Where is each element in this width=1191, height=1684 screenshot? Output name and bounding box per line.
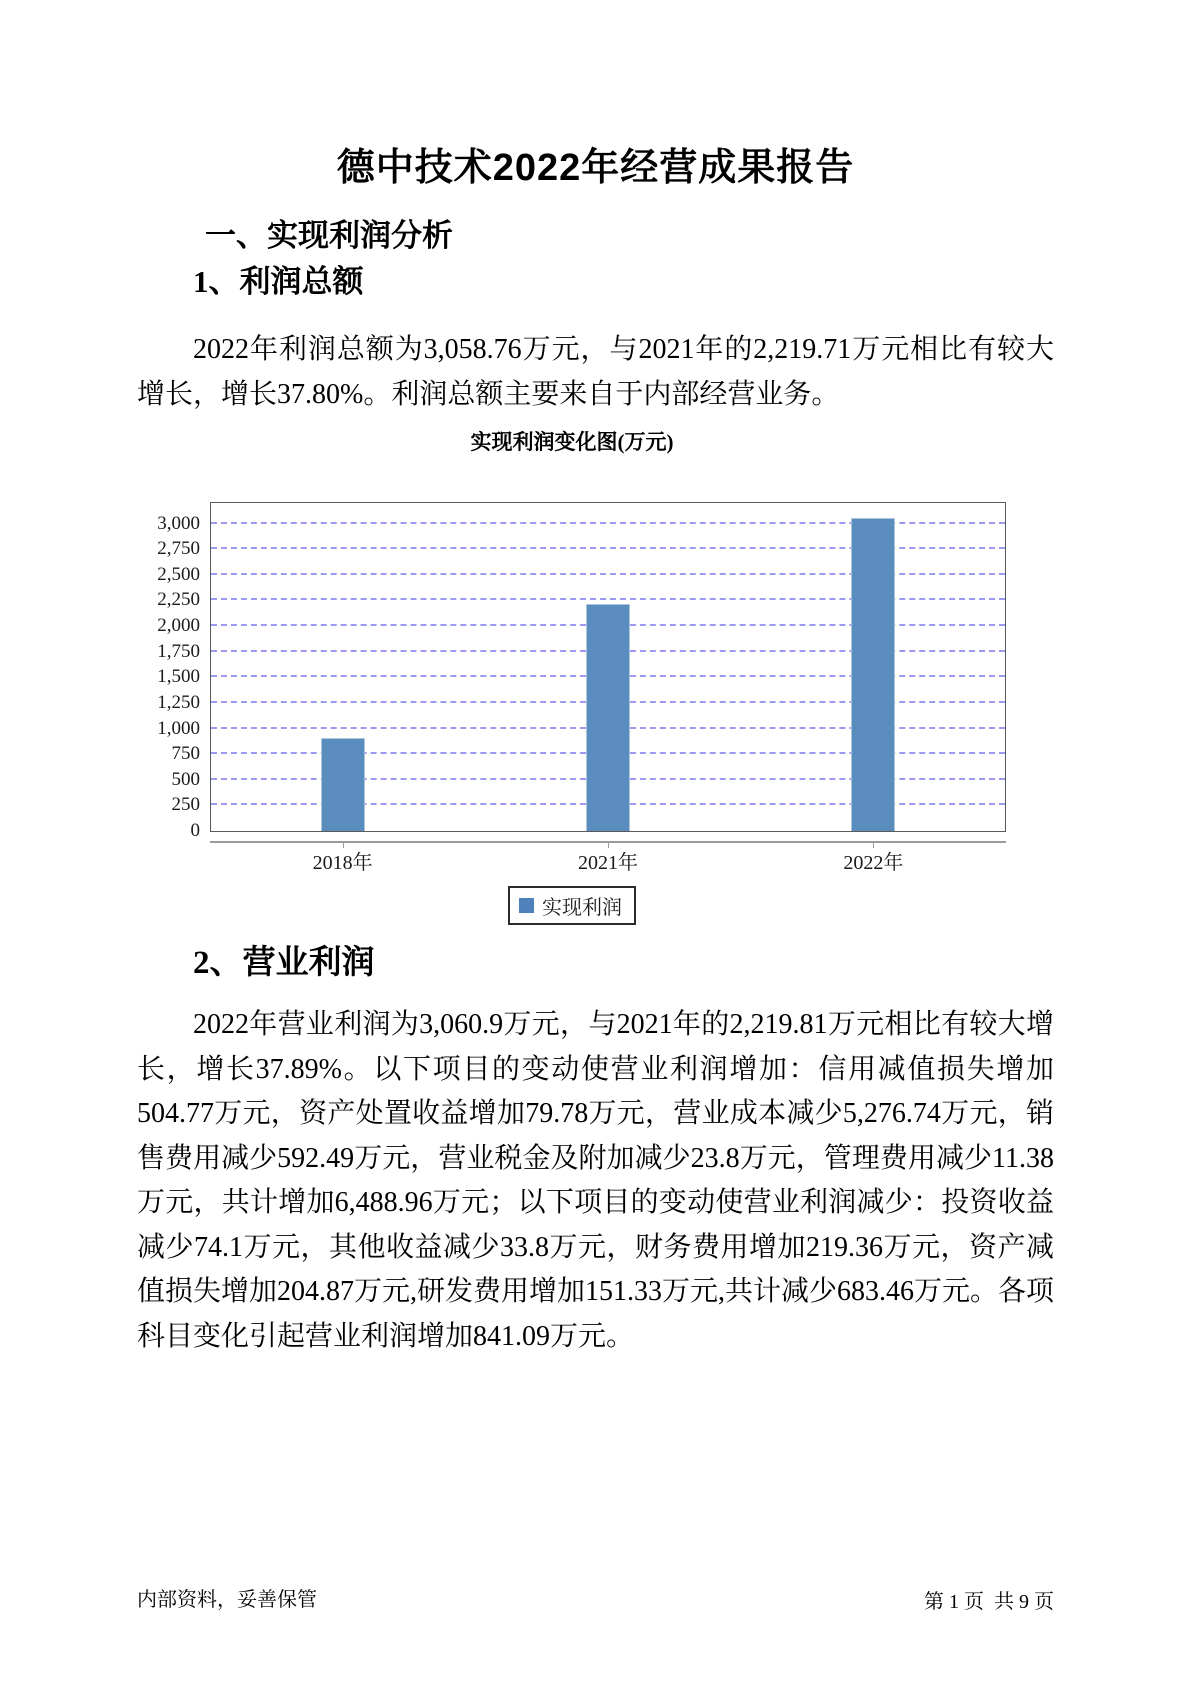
x-axis-line [210,841,1006,843]
bar-2021年 [586,604,630,831]
x-axis-tick-labels [210,846,1006,875]
y-tick-label-500: 500 [171,768,200,790]
section-heading-profit-analysis: 一、实现利润分析 [205,218,453,253]
y-tick-label-750: 750 [171,743,200,765]
y-tick-label-1750: 1,750 [157,640,200,662]
chart-title: 实现利润变化图(万元) [470,430,674,454]
legend-swatch-icon [519,898,534,913]
plot-area [210,502,1006,832]
x-tick-label-2018年: 2018年 [312,852,373,874]
y-tick-label-2500: 2,500 [157,563,200,585]
chart-legend [138,886,1006,925]
y-axis-tick-labels [138,502,210,841]
y-tick-label-0: 0 [190,820,200,841]
legend-series-label: 实现利润 [542,897,622,919]
y-tick-label-1000: 1,000 [157,717,200,739]
chart-plot-row [138,502,1006,841]
y-tick-label-1250: 1,250 [157,691,200,713]
bar-2022年 [851,518,895,831]
y-tick-label-2000: 2,000 [157,615,200,637]
x-tick-label-2021年: 2021年 [577,852,638,874]
x-tick-2022年 [873,843,874,848]
profit-bar-chart [138,420,1006,925]
x-tick-2018年 [343,843,344,848]
page-title: 德中技术2022年经营成果报告 [336,147,855,189]
y-tick-label-250: 250 [171,794,200,816]
y-tick-label-2750: 2,750 [157,538,200,560]
paragraph-operating-profit: 2022年营业利润为3,060.9万元，与2021年的2,219.81万元相比有较大增长，增长37.89%。以下项目的变动使营业利润增加：信用减值损失增加504.77万元，资产处置收益增加79.78万元，营业成本减少5,276.74万元，销售费用减少592.49万元，营业税金及附加减少23.8万元，管理费用减少11.38万元，共计增加6,488.96万元；以下项目的变动使营业利润减少：投资收益减少74.1万元，其他收益减少33.8万元，财务费用增加219.36万元，资产减值损失增加204.87万元,研发费用增加151.33万元,共计减少683.46万元。各项科目变化引起营业利润增加841.09万元。 [137,1009,1055,1352]
subsection-heading-operating-profit: 2、营业利润 [193,945,375,981]
x-tick-2021年 [608,843,609,848]
y-tick-label-1500: 1,500 [157,666,200,688]
legend-box [508,886,636,925]
footer-confidential-note: 内部资料，妥善保管 [137,1589,317,1611]
footer-page-number: 第 1 页 共 9 页 [924,1591,1054,1613]
y-tick-label-2250: 2,250 [157,589,200,611]
subsection-heading-total-profit: 1、利润总额 [193,264,364,299]
y-tick-label-3000: 3,000 [157,512,200,534]
bar-2018年 [321,738,365,831]
paragraph-total-profit: 2022年利润总额为3,058.76万元，与2021年的2,219.71万元相比有较大增长，增长37.80%。利润总额主要来自于内部经营业务。 [137,334,1054,410]
x-tick-label-2022年: 2022年 [843,852,904,874]
